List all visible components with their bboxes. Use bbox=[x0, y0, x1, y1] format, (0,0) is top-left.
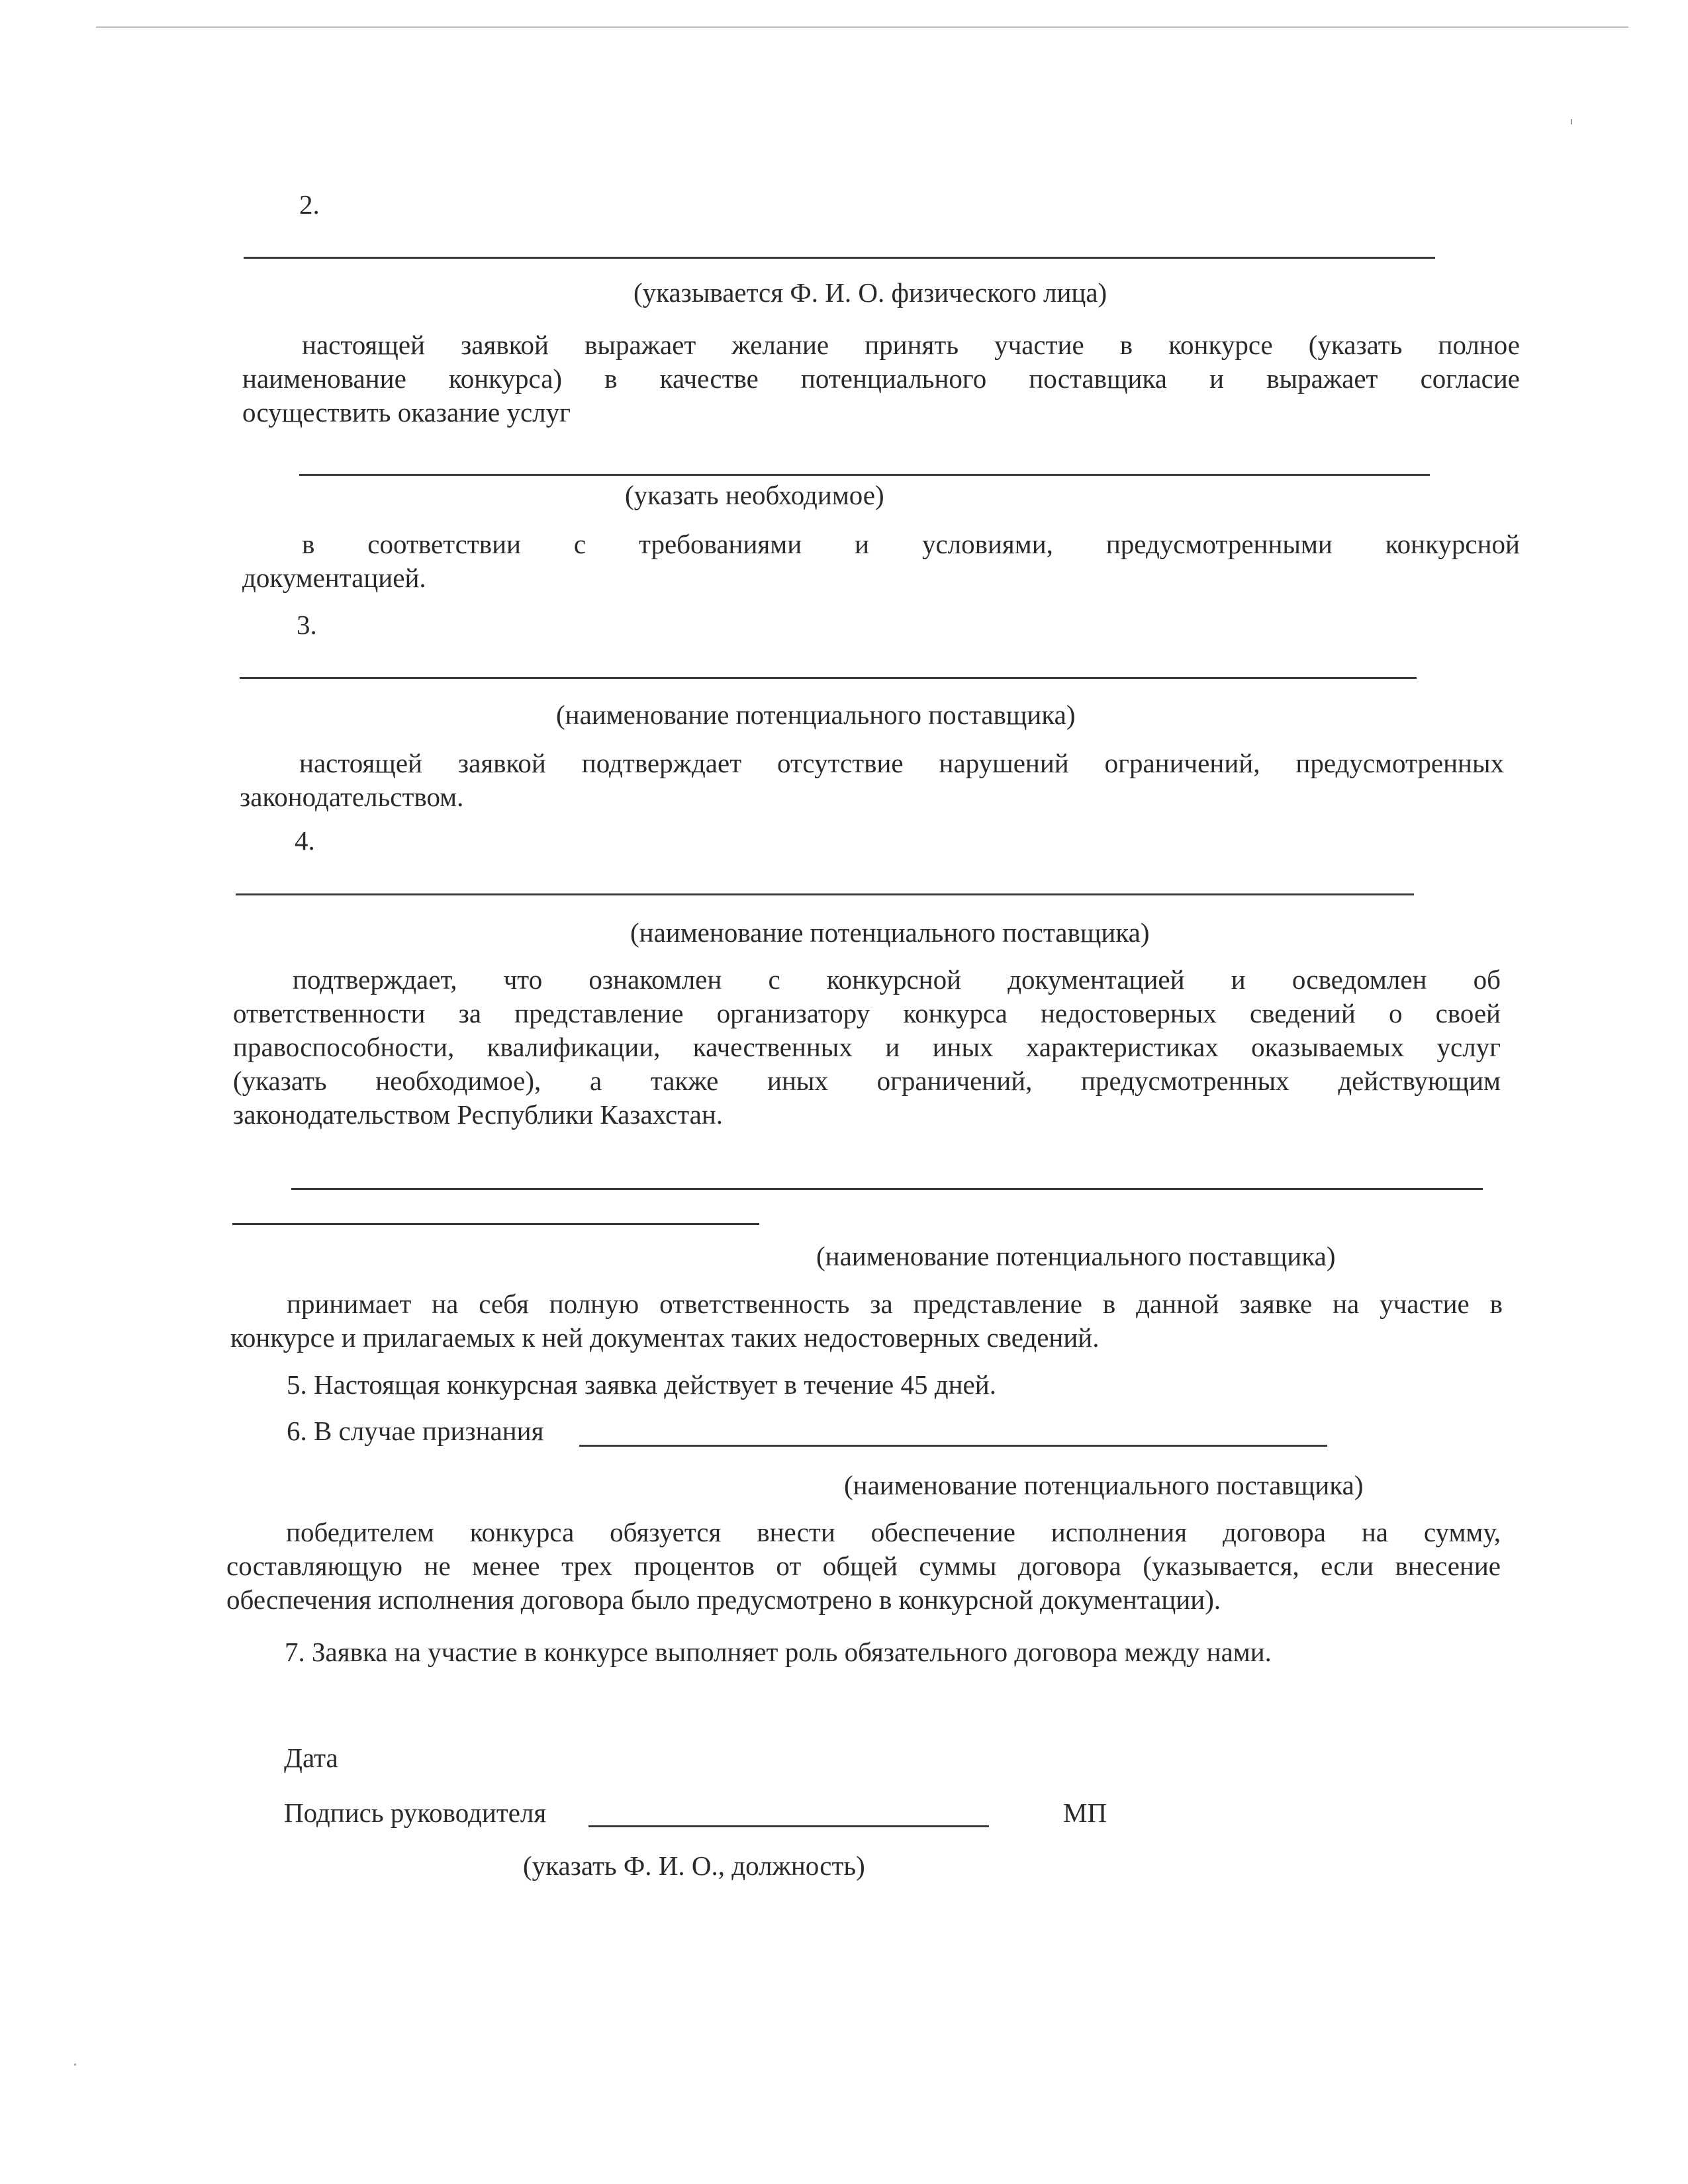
item-4-caption-2: (наименование потенциального поставщика) bbox=[816, 1241, 1336, 1271]
paragraph-line: составляющую не менее трех процентов от общей суммы договора (указывается, если внесение bbox=[226, 1551, 1501, 1581]
item-4-paragraph bbox=[233, 963, 1501, 1132]
item-6-label: 6. В случае признания bbox=[287, 1416, 544, 1446]
item-3-paragraph bbox=[240, 747, 1504, 814]
paragraph-line: победителем конкурса обязуется внести обеспечение исполнения договора на сумму, bbox=[286, 1517, 1501, 1547]
item-2-paragraph-2 bbox=[242, 527, 1520, 595]
scan-speck bbox=[1571, 119, 1572, 124]
signature-caption: (указать Ф. И. О., должность) bbox=[523, 1850, 865, 1881]
item-2-caption: (указывается Ф. И. О. физического лица) bbox=[633, 277, 1107, 308]
paragraph-line: подтверждает, что ознакомлен с конкурсной документацией и осведомлен об bbox=[293, 964, 1501, 995]
paragraph-line: правоспособности, квалификации, качественных и иных характеристиках оказываемых услуг bbox=[233, 1032, 1501, 1062]
item-6-paragraph bbox=[226, 1516, 1501, 1617]
paragraph-line: ответственности за представление организатору конкурса недостоверных сведений о своей bbox=[233, 998, 1501, 1028]
paragraph-line: в соответствии с требованиями и условиями, предусмотренными конкурсной bbox=[302, 529, 1520, 559]
supplier-fill-line-short[interactable] bbox=[232, 1223, 759, 1225]
signature-line[interactable] bbox=[588, 1825, 989, 1827]
item-7-text: 7. Заявка на участие в конкурсе выполняет роль обязательного договора между нами. bbox=[285, 1637, 1272, 1667]
item-4-paragraph-2 bbox=[230, 1287, 1503, 1355]
item-4-number: 4. bbox=[295, 825, 315, 856]
paragraph-line: обеспечения исполнения договора было предусмотрено в конкурсной документации). bbox=[226, 1584, 1221, 1615]
item-6-fill-line[interactable] bbox=[579, 1445, 1327, 1447]
item-6-caption: (наименование потенциального поставщика) bbox=[844, 1470, 1364, 1500]
paragraph-line: документацией. bbox=[242, 563, 426, 593]
date-label: Дата bbox=[284, 1743, 338, 1773]
item-2-paragraph bbox=[242, 328, 1520, 430]
supplier-fill-line-long[interactable] bbox=[291, 1188, 1483, 1190]
paragraph-line: законодательством. bbox=[240, 782, 464, 812]
paragraph-line: настоящей заявкой выражает желание принять участие в конкурсе (указать полное bbox=[302, 330, 1520, 360]
item-3-number: 3. bbox=[297, 610, 317, 640]
item-4-fill-line[interactable] bbox=[236, 893, 1414, 895]
services-caption: (указать необходимое) bbox=[625, 480, 884, 510]
signature-label: Подпись руководителя bbox=[284, 1797, 547, 1828]
item-4-caption: (наименование потенциального поставщика) bbox=[630, 917, 1150, 948]
paragraph-line: законодательством Республики Казахстан. bbox=[233, 1099, 724, 1130]
item-2-number: 2. bbox=[299, 189, 320, 220]
stamp-label: МП bbox=[1063, 1797, 1107, 1828]
paragraph-line: наименование конкурса) в качестве потенциального поставщика и выражает согласие bbox=[242, 363, 1520, 394]
paragraph-line: (указать необходимое), а также иных ограничений, предусмотренных действующим bbox=[233, 1066, 1501, 1096]
item-3-fill-line[interactable] bbox=[240, 677, 1417, 679]
item-2-fill-line[interactable] bbox=[244, 257, 1435, 259]
item-3-caption: (наименование потенциального поставщика) bbox=[556, 700, 1076, 730]
services-fill-line[interactable] bbox=[299, 474, 1430, 476]
paragraph-line: настоящей заявкой подтверждает отсутствие нарушений ограничений, предусмотренных bbox=[299, 748, 1504, 778]
scan-speck bbox=[74, 2064, 76, 2066]
paragraph-line: принимает на себя полную ответственность за представление в данной заявке на участие в bbox=[287, 1289, 1503, 1319]
paragraph-line: осуществить оказание услуг bbox=[242, 397, 571, 428]
item-5-text: 5. Настоящая конкурсная заявка действует в течение 45 дней. bbox=[287, 1369, 996, 1400]
page-top-edge-line bbox=[96, 26, 1628, 28]
paragraph-line: конкурсе и прилагаемых к ней документах таких недостоверных сведений. bbox=[230, 1322, 1100, 1353]
